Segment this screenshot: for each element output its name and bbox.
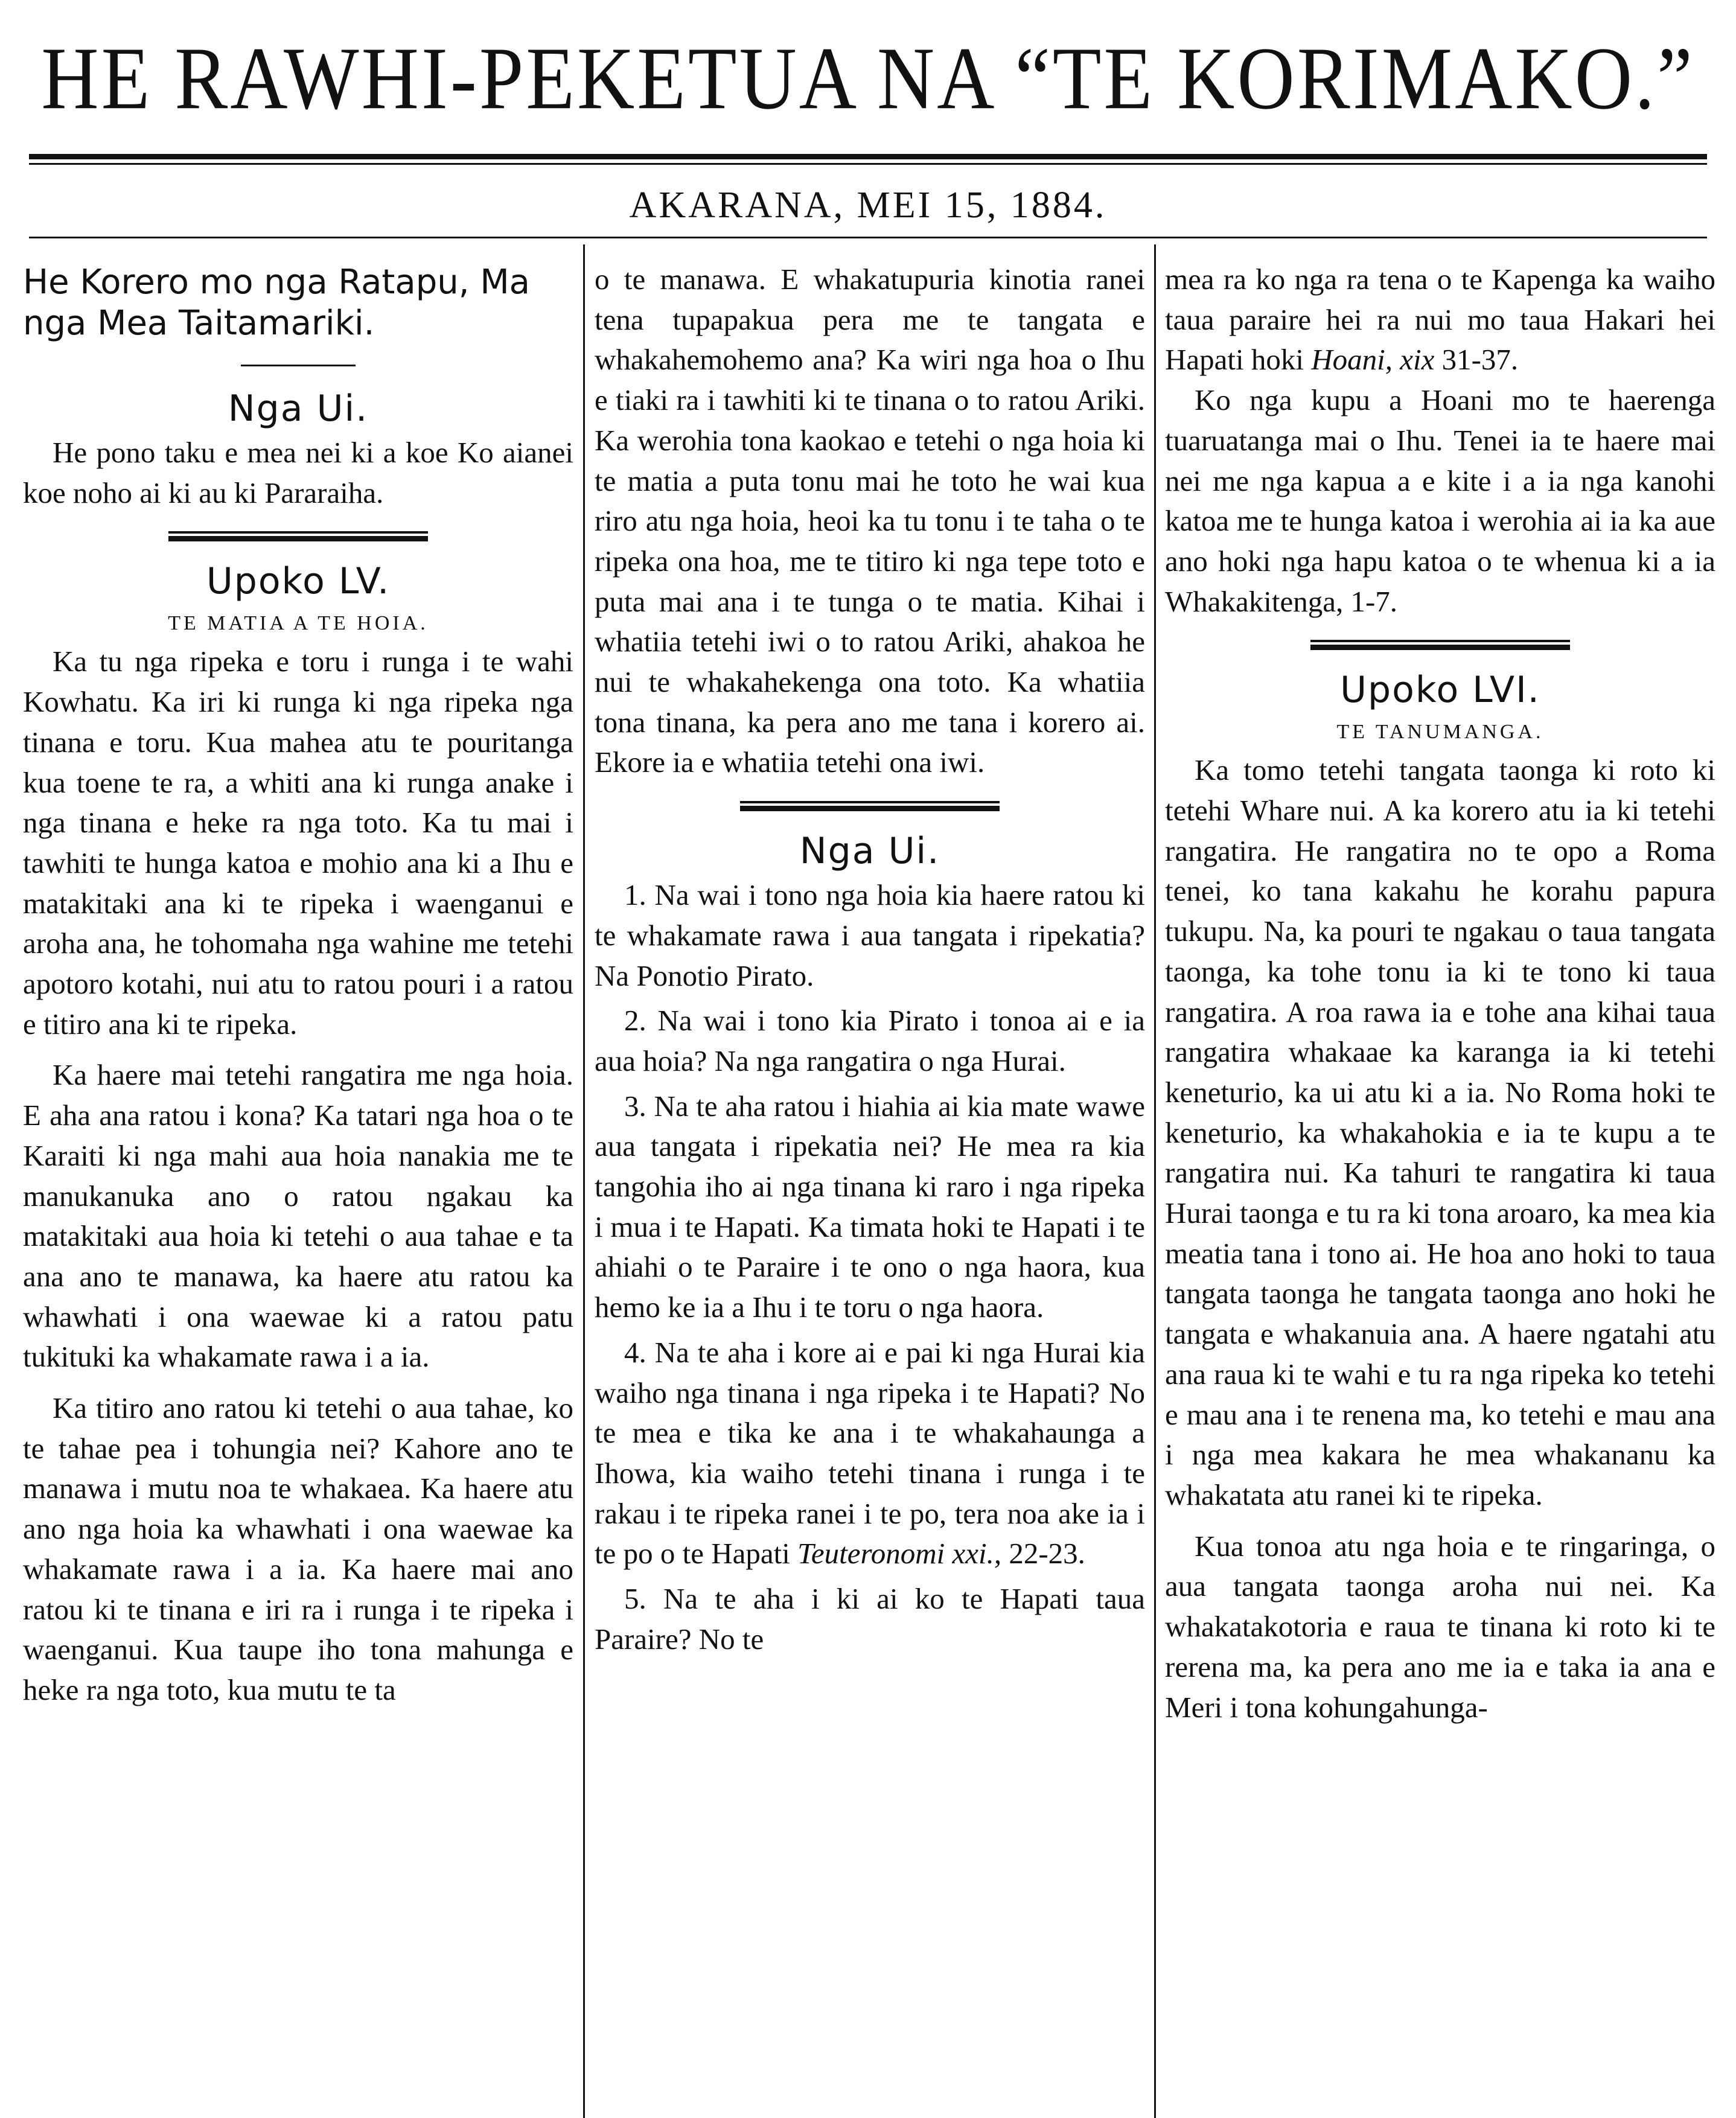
chapter-heading: Upoko LVI. bbox=[1340, 669, 1540, 712]
scripture-reference: Hoani, xix bbox=[1311, 343, 1435, 377]
question-item: 5. Na te aha i ki ai ko te Hapati taua Paraire? No te bbox=[595, 1582, 1145, 1656]
chapter-subtitle: TE MATIA A TE HOIA. bbox=[168, 612, 429, 635]
chapter-subtitle: TE TANUMANGA. bbox=[1336, 721, 1544, 744]
ui-heading: Nga Ui. bbox=[799, 830, 940, 873]
dateline: AKARANA, MEI 15, 1884. bbox=[629, 185, 1107, 226]
paragraph: Ka tu nga ripeka e toru i runga i te wahi Kowhatu. Ka iri ki runga ki nga ripeka nga tinana e toru. Kua mahea atu te pouritanga kua toene te ra, a whiti ana ki runga anake i nga tinana e heke ra nga toto. Ka tu mai i tawhiti te hunga katoa e mohio ana ki a Ihu e matakitaki ana ki te ripeka i waenganui e aroha ana, he tohomaha nga wahine me tetehi apotoro kotahi, nui atu to ratou pouri i a ratou e titiro ana ki te ripeka. bbox=[23, 645, 573, 1041]
column-divider-1 bbox=[583, 244, 585, 2118]
masthead-rule bbox=[29, 154, 1707, 165]
column-divider-2 bbox=[1154, 244, 1156, 2118]
section-rule bbox=[740, 801, 1000, 811]
question-item bbox=[595, 1333, 1145, 1574]
question-item: 2. Na wai i tono kia Pirato i tonoa ai e ia aua hoia? Na nga rangatira o nga Hurai. bbox=[595, 1004, 1145, 1077]
dateline-rule bbox=[29, 237, 1707, 238]
paragraph: Ka tomo tetehi tangata taonga ki roto ki tetehi Whare nui. A ka korero atu ia ki tetehi rangatira. He rangatira no te opo a Roma tenei, ko tana kakahu he korahu papura tukupu. Na, ka pouri te ngakau o taua tangata taonga, ka tohe tonu ia ki te tono ki taua rangatira. A roa rawa ia e tohe ana kihai taua rangatira whakaae ka karanga ia ki tetehi keneturio, ka ui atu ki a ia. No Roma hoki te keneturio, ka whakahokia e ia te kupu a te rangatira nui. Ka tahuri te rangatira ki taua Hurai taonga e tu ra ki tona aroaro, ka mea kia meatia tana i tono ai. He hoa ano hoki to taua tangata taonga he tangata taonga ano hoki he tangata e whakanuia ana. A haere ngatahi atu ana raua ki te wahi e tu ra nga ripeka ko tetehi e mau ana i te renena ma, ko tetehi e mau ana i nga mea kakara he mea whakananu ka whakatata atu ranei ki te ripeka. bbox=[1165, 753, 1715, 1511]
paragraph: Ka haere mai tetehi rangatira me nga hoia. E aha ana ratou i kona? Ka tatari nga hoa o te Karaiti ki nga mahi aua hoia nanakia me te manukanuka ano o ratou ngakau ka matakitaki aua hoia ki tetehi o aua tahae e ta ana ano te manawa, ka haere atu ratou ka whawhati i ona waewae ki a ratou patu tukituki ka whakamate rawa i a ia. bbox=[23, 1058, 573, 1374]
paragraph: Kua tonoa atu nga hoia e te ringaringa, o aua tangata taonga aroha nui nei. Ka whakatakotoria e raua te tinana ki roto ki te rerena ma, ka pera ano me ia e taka ia ana e Meri i tona kohungahunga- bbox=[1165, 1529, 1715, 1724]
paragraph: Ka titiro ano ratou ki tetehi o aua tahae, ko te tahae pea i tohungia nei? Kahore ano te manawa i mutu noa te whakaea. Ka haere atu ano nga hoia ka whawhati i ona waewae ka whakamate rawa i a ia. Ka haere mai ano ratou ki te tinana e iri ra i runga i te ripeka i waenganui. Kua taupe iho tona mahunga e heke ra nga toto, kua mutu te ta bbox=[23, 1391, 573, 1706]
question-text: 22-23. bbox=[1009, 1537, 1085, 1571]
chapter-heading: Upoko LV. bbox=[206, 560, 391, 603]
chapter-rule bbox=[168, 531, 428, 541]
column-2 bbox=[595, 260, 1145, 2107]
column-3 bbox=[1165, 260, 1715, 2107]
question-text: 4. Na te aha i kore ai e pai ki nga Hurai kia waiho nga tinana i nga ripeka i te Hapati? No te mea e tika ke ana i te whakahaunga a Ihowa, kia waiho tetehi tinana i runga i te rakau i te ripeka ranei i te po, tera noa ake ia i te po o te Hapati bbox=[595, 1335, 1145, 1571]
question-item: 3. Na te aha ratou i hiahia ai kia mate wawe aua tangata i ripekatia nei? He mea ra kia tangohia iho ai nga tinana ki raro i nga ripeka i mua i te Hapati. Ka timata hoki te Hapati i te ahiahi o te Paraire i te ono o nga haora, kua hemo ke ia a Ihu i te toru o nga haora. bbox=[595, 1089, 1145, 1324]
ui-heading: Nga Ui. bbox=[228, 388, 369, 430]
ui-text: He pono taku e mea nei ki a koe Ko aianei koe noho ai ki au ki Pararaiha. bbox=[23, 436, 573, 509]
section-rule bbox=[1310, 640, 1570, 650]
column-1 bbox=[23, 260, 573, 2107]
section-rule bbox=[241, 365, 356, 366]
paragraph: o te manawa. E whakatupuria kinotia ranei tena tupapakua pera me te tangata e whakahemohemo ana? Ka wiri nga hoa o Ihu e tiaki ra i tawhiti ki te tinana o to ratou Ariki. Ka werohia tona kaokao e tetehi o nga hoia ki te matia a puta tonu mai he toto he wai kua riro atu nga hoia, heoi ka tu tonu i te taha o te ripeka ona hoa, me te titiro ki nga tepe toto e puta mai ana i te tunga o te matia. Kihai i whatiia tetehi iwi o to ratou Ariki, ahakoa he nui te whakahekenga ona toto. Ka whatiia tona tinana, ka pera ano me tana i korero ai. Ekore ia e whatiia tetehi ona iwi. bbox=[595, 263, 1145, 779]
scripture-reference: Teuteronomi xxi., bbox=[797, 1537, 1002, 1571]
series-title: He Korero mo nga Ratapu, Ma nga Mea Taitamariki. bbox=[23, 263, 530, 343]
question-item: 1. Na wai i tono nga hoia kia haere ratou ki te whakamate rawa i aua tangata i ripekatia? Na Ponotio Pirato. bbox=[595, 878, 1145, 992]
paragraph: mea ra ko nga ra tena o te Kapenga ka waiho taua paraire hei ra nui mo taua Hakari hei Hapati hoki Hoani, xix 31-37. bbox=[1165, 263, 1715, 377]
masthead-title: HE RAWHI-PEKETUA NA “TE KORIMAKO.” bbox=[41, 28, 1695, 128]
paragraph: Ko nga kupu a Hoani mo te haerenga tuaruatanga mai o Ihu. Tenei ia te haere mai nei me nga kapua a e kite i a ia nga kanohi katoa me te hunga katoa i werohia ai ia ka aue ano hoki nga hapu katoa o te whenua ki a ia Whakakitenga, 1-7. bbox=[1165, 383, 1715, 618]
